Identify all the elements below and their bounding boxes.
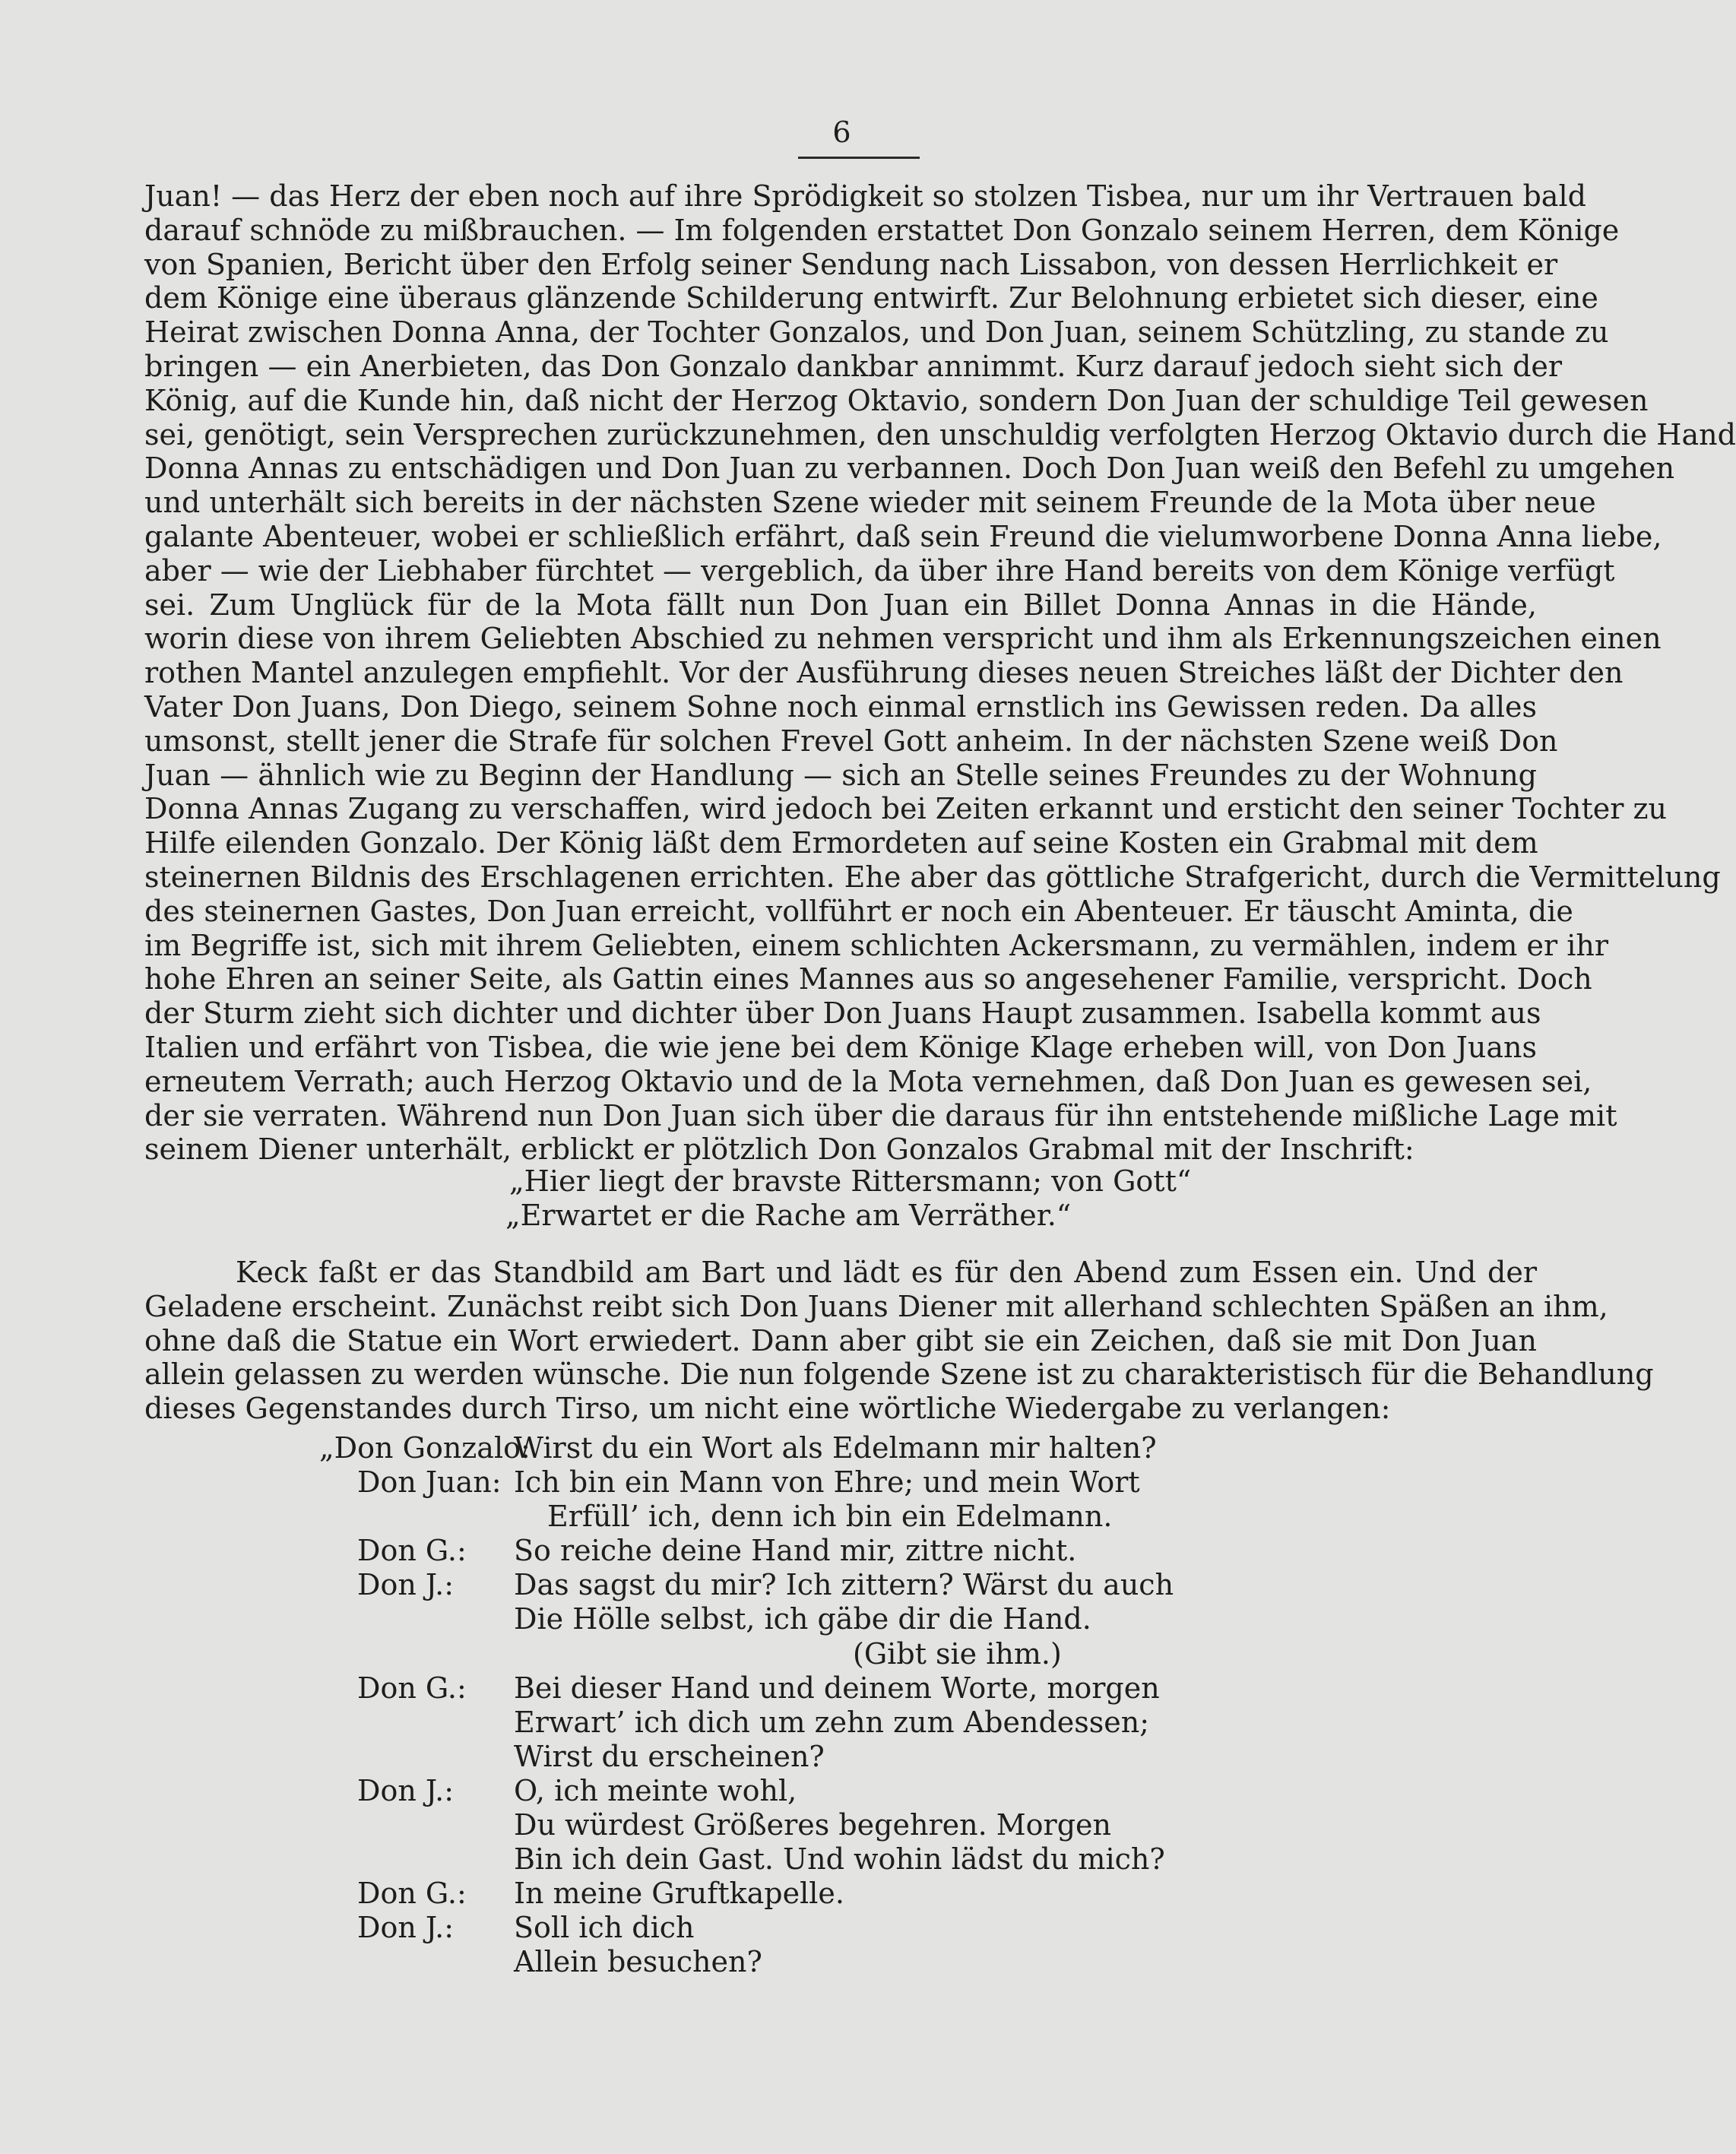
stage-direction: [357, 1637, 1174, 1671]
text-line: dem Könige eine überaus glänzende Schilderung entwirft. Zur Belohnung erbietet sich dieser, eine: [144, 281, 1598, 315]
spoken-text: So reiche deine Hand mir, zittre nicht.: [514, 1534, 1077, 1568]
spoken-text: Bei dieser Hand und deinem Worte, morgen: [514, 1671, 1160, 1705]
spoken-text: Allein besuchen?: [514, 1945, 762, 1979]
dialogue-line: [357, 1774, 1174, 1808]
speaker: Don G.:: [357, 1534, 467, 1568]
text-line: König, auf die Kunde hin, daß nicht der Herzog Oktavio, sondern Don Juan der schuldige Teil gewesen: [144, 383, 1649, 417]
dialogue-line: [357, 1602, 1174, 1636]
dialogue-line: [357, 1706, 1174, 1740]
inscription-line: „Erwartet er die Rache am Verräther.“: [505, 1199, 1072, 1232]
spoken-text: Ich bin ein Mann von Ehre; und mein Wort: [514, 1465, 1140, 1500]
spoken-text: Du würdest Größeres begehren. Morgen: [514, 1808, 1111, 1842]
spoken-text: O, ich meinte wohl,: [514, 1773, 797, 1807]
text-line: sei. Zum Unglück für de la Mota fällt nun Don Juan ein Billet Donna Annas in die Hände,: [144, 588, 1537, 622]
dialogue-line: [357, 1911, 1174, 1945]
dialogue-line: [319, 1431, 1174, 1465]
text-line: der Sturm zieht sich dichter und dichter über Don Juans Haupt zusammen. Isabella kommt aus: [144, 996, 1541, 1031]
page-number: 6: [832, 116, 851, 149]
text-line: galante Abenteuer, wobei er schließlich erfährt, daß sein Freund die vielumworbene Donna Anna liebe,: [144, 519, 1662, 553]
dialogue-line: [357, 1877, 1174, 1911]
text-line: darauf schnöde zu mißbrauchen. — Im folgenden erstattet Don Gonzalo seinem Herren, dem Könige: [144, 213, 1620, 247]
dialogue-line: [357, 1534, 1174, 1568]
text-line: erneutem Verrath; auch Herzog Oktavio und de la Mota vernehmen, daß Don Juan es gewesen sei,: [144, 1064, 1592, 1098]
spoken-text: Soll ich dich: [514, 1911, 695, 1945]
text-line: des steinernen Gastes, Don Juan erreicht, vollführt er noch ein Abenteuer. Er täuscht Aminta, die: [144, 894, 1573, 928]
dialogue-excerpt: [319, 1431, 1174, 1980]
speaker: [357, 1740, 514, 1774]
speaker: Don Juan:: [357, 1465, 502, 1500]
dialogue-line: [357, 1500, 1174, 1534]
text-line: hohe Ehren an seiner Seite, als Gattin eines Mannes aus so angesehener Familie, verspricht. Doch: [144, 962, 1592, 996]
text-line: Donna Annas zu entschädigen und Don Juan zu verbannen. Doch Don Juan weiß den Befehl zu umgehen: [144, 451, 1675, 486]
dialogue-line: [357, 1671, 1174, 1706]
dialogue-line: [357, 1945, 1174, 1979]
text-line: Hilfe eilenden Gonzalo. Der König läßt dem Ermordeten auf seine Kosten ein Grabmal mit dem: [144, 826, 1538, 860]
text-line: Heirat zwischen Donna Anna, der Tochter Gonzalos, und Don Juan, seinem Schützling, zu stande zu: [144, 315, 1609, 350]
stage-direction-text: (Gibt sie ihm.): [853, 1636, 1062, 1671]
dialogue-line: [357, 1740, 1174, 1774]
spoken-text: Bin ich dein Gast. Und wohin lädst du mich?: [514, 1842, 1165, 1877]
paragraph-1: [144, 179, 1736, 1167]
text-line: umsonst, stellt jener die Strafe für solchen Frevel Gott anheim. In der nächsten Szene weiß Don: [144, 724, 1558, 758]
speaker: [357, 1706, 514, 1740]
text-line: und unterhält sich bereits in der nächsten Szene wieder mit seinem Freunde de la Mota über neue: [144, 486, 1596, 520]
speaker: Don J.:: [357, 1773, 455, 1807]
text-line: sei, genötigt, sein Versprechen zurückzunehmen, den unschuldig verfolgten Herzog Oktavio durch die Hand: [144, 417, 1736, 451]
dialogue-line: [357, 1842, 1174, 1877]
text-line: im Begriffe ist, sich mit ihrem Geliebten, einem schlichten Ackersmann, zu vermählen, indem er ihr: [144, 928, 1608, 962]
text-line: seinem Diener unterhält, erblickt er plötzlich Don Gonzalos Grabmal mit der Inschrift:: [144, 1132, 1414, 1167]
text-line: worin diese von ihrem Geliebten Abschied zu nehmen verspricht und ihm als Erkennungszeichen einen: [144, 622, 1662, 656]
text-line: Geladene erscheint. Zunächst reibt sich Don Juans Diener mit allerhand schlechten Späßen an ihm,: [144, 1289, 1608, 1323]
speaker: Don G.:: [357, 1671, 467, 1705]
text-line: rothen Mantel anzulegen empfiehlt. Vor der Ausführung dieses neuen Streiches läßt der Dichter den: [144, 656, 1624, 690]
speaker: [357, 1808, 514, 1842]
speaker: Don G.:: [357, 1877, 467, 1911]
dialogue-line: [357, 1465, 1174, 1500]
paragraph-2: [144, 1256, 1654, 1426]
text-line: ohne daß die Statue ein Wort erwiedert. Dann aber gibt sie ein Zeichen, daß sie mit Don Juan: [144, 1323, 1537, 1357]
spoken-text: Wirst du erscheinen?: [514, 1739, 825, 1773]
spoken-text: Das sagst du mir? Ich zittern? Wärst du auch: [514, 1568, 1174, 1602]
speaker: [357, 1945, 514, 1979]
spoken-text: Erfüll’ ich, denn ich bin ein Edelmann.: [547, 1500, 1113, 1534]
speaker: [357, 1500, 547, 1534]
header-rule: [798, 157, 920, 159]
text-line: Juan — ähnlich wie zu Beginn der Handlung — sich an Stelle seines Freundes zu der Wohnung: [144, 758, 1537, 792]
text-line: steinernen Bildnis des Erschlagenen errichten. Ehe aber das göttliche Strafgericht, durch die Vermittelung: [144, 860, 1721, 894]
text-line: Italien und erfährt von Tisbea, die wie jene bei dem Könige Klage erheben will, von Don Juans: [144, 1030, 1537, 1064]
spoken-text: In meine Gruftkapelle.: [514, 1877, 844, 1911]
speaker: [357, 1842, 514, 1877]
text-line: dieses Gegenstandes durch Tirso, um nicht eine wörtliche Wiedergabe zu verlangen:: [144, 1392, 1391, 1426]
speaker: Don J.:: [357, 1911, 455, 1945]
text-line: Keck faßt er das Standbild am Bart und lädt es für den Abend zum Essen ein. Und der: [236, 1256, 1537, 1289]
text-line: von Spanien, Bericht über den Erfolg seiner Sendung nach Lissabon, von dessen Herrlichkeit er: [144, 247, 1558, 281]
spoken-text: Wirst du ein Wort als Edelmann mir halten?: [514, 1431, 1157, 1465]
speaker: [357, 1602, 514, 1636]
speaker: Don J.:: [357, 1568, 455, 1602]
text-line: Juan! — das Herz der eben noch auf ihre Sprödigkeit so stolzen Tisbea, nur um ihr Vertrauen bald: [144, 179, 1586, 213]
text-line: der sie verraten. Während nun Don Juan sich über die daraus für ihn entstehende mißliche Lage mit: [144, 1098, 1617, 1132]
inscription-line: „Hier liegt der bravste Rittersmann; von Gott“: [509, 1164, 1192, 1198]
spoken-text: Die Hölle selbst, ich gäbe dir die Hand.: [514, 1602, 1091, 1636]
text-line: aber — wie der Liebhaber fürchtet — vergeblich, da über ihre Hand bereits von dem Könige verfügt: [144, 553, 1615, 588]
dialogue-line: [357, 1808, 1174, 1842]
inscription-quote: [0, 1164, 1684, 1233]
text-line: Donna Annas Zugang zu verschaffen, wird jedoch bei Zeiten erkannt und ersticht den seiner Tochter zu: [144, 792, 1667, 826]
text-line: Vater Don Juans, Don Diego, seinem Sohne noch einmal ernstlich ins Gewissen reden. Da alles: [144, 689, 1537, 724]
text-line: bringen — ein Anerbieten, das Don Gonzalo dankbar annimmt. Kurz darauf jedoch sieht sich der: [144, 349, 1563, 383]
speaker: „Don Gonzalo:: [319, 1431, 531, 1465]
text-line: allein gelassen zu werden wünsche. Die nun folgende Szene ist zu charakteristisch für die Behandlung: [144, 1357, 1654, 1392]
dialogue-line: [357, 1568, 1174, 1602]
spoken-text: Erwart’ ich dich um zehn zum Abendessen;: [514, 1705, 1150, 1739]
